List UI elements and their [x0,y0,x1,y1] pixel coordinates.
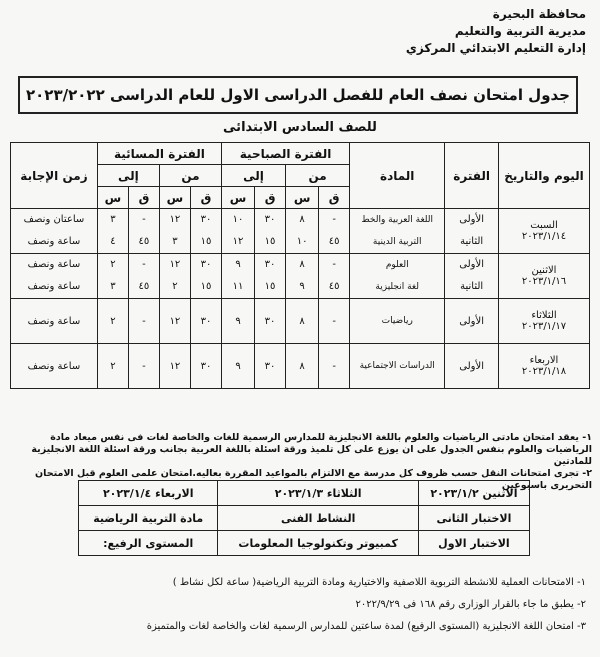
time-cell: ٨ [286,299,319,344]
header-morning: الفترة الصباحية [221,143,349,165]
exam-day-2: الثلاثاء ٢٠٢٣/١/٣ [218,481,418,506]
time-cell: ٣٠ [200,259,212,270]
duration-cell: ساعة ونصف [27,281,81,292]
day-name: الثلاثاء [531,310,557,321]
time-cell: ٢ [97,344,128,389]
time-cell: - [332,259,336,270]
time-cell: ١٥ [200,281,212,292]
duration-cell: ساعة ونصف [27,259,81,270]
time-cell: - [332,214,336,225]
header-s: س [159,187,190,209]
time-cell: - [128,299,159,344]
time-cell: ٢ [97,299,128,344]
activities-exam-table [78,480,530,556]
period-cell: الأولى [459,214,484,225]
footer-note-3: ٣- امتحان اللغة الانجليزية (المستوى الرفيع) لمدة ساعتين للمدارس الرسمية لغات والخاصة لغات والمتميزة [146,621,586,632]
time-cell: ١٥ [200,236,212,247]
grade-subtitle: للصف السادس الابتدائى [223,120,377,135]
time-cell: ١٢ [169,214,181,225]
header-duration: زمن الإجابة [11,143,98,209]
time-cell: - [319,344,350,389]
header-morning-to: إلى [221,165,285,187]
day-date: ٢٠٢٣/١/١٤ [521,231,567,242]
day-date: ٢٠٢٣/١/١٧ [521,321,567,332]
time-cell: ٩ [299,281,305,292]
day-date: ٢٠٢٣/١/١٨ [521,366,567,377]
exam-day-1: الاثنين ٢٠٢٣/١/٢ [418,481,529,506]
header-morning-from: من [286,165,350,187]
header-q: ق [128,187,159,209]
duration-cell: ساعة ونصف [27,236,81,247]
header-q: ق [190,187,221,209]
time-cell: ٤ [110,236,116,247]
subject-cell: الدراسات الاجتماعية [350,344,445,389]
time-cell: ٨ [299,259,305,270]
duration-cell: ساعة ونصف [11,344,98,389]
time-cell: ١٢ [159,344,190,389]
header-period: الفترة [445,143,499,209]
time-cell: ١٢ [232,236,244,247]
header-day-date: اليوم والتاريخ [499,143,590,209]
time-cell: ٨ [299,214,305,225]
time-cell: ٣٠ [255,299,286,344]
day-date: ٢٠٢٣/١/١٦ [521,276,567,287]
time-cell: ٩ [221,344,254,389]
time-cell: ٣٠ [255,344,286,389]
time-cell: - [128,344,159,389]
table-row [11,254,590,299]
period-cell: الثانية [460,236,484,247]
time-cell: ١٢ [159,299,190,344]
governorate-name: محافظة البحيرة [492,7,586,21]
time-cell: ١٠ [232,214,244,225]
header-evening-from: من [159,165,221,187]
subject-cell: رياضيات [350,299,445,344]
time-cell: ٤٥ [328,281,340,292]
administration-name: إدارة التعليم الابتدائي المركزي [405,41,586,55]
time-cell: - [142,259,146,270]
exam-cell: النشاط الفنى [218,506,418,531]
time-cell: ١٠ [296,236,308,247]
time-cell: ٤٥ [138,281,150,292]
time-cell: ٢ [110,259,116,270]
time-cell: ٤٥ [138,236,150,247]
header-s: س [221,187,254,209]
header-s: س [286,187,319,209]
exam-cell: مادة التربية الرياضية [79,506,218,531]
time-cell: ٣٠ [190,299,221,344]
time-cell: - [319,299,350,344]
exam-cell: المستوى الرفيع: [79,531,218,556]
header-s: س [97,187,128,209]
subject-cell: العلوم [385,260,409,270]
time-cell: ٢ [172,281,178,292]
time-cell: ٨ [286,344,319,389]
subject-cell: اللغة العربية والخط [361,215,434,225]
exam-cell: الاختبار الثانى [418,506,529,531]
time-cell: ١١ [232,281,244,292]
time-cell: ١٥ [264,281,276,292]
header-subject: المادة [350,143,445,209]
time-cell: ٣٠ [190,344,221,389]
schedule-title: جدول امتحان نصف العام للفصل الدراسى الاول للعام الدراسى ٢٠٢٣/٢٠٢٢ [18,76,578,114]
time-cell: ٣٠ [264,214,276,225]
table-row [11,344,590,389]
day-name: الاربعاء [529,355,559,366]
header-evening: الفترة المسائية [97,143,221,165]
subject-cell: لغة انجليزية [375,282,419,292]
header-q: ق [255,187,286,209]
time-cell: ١٢ [169,259,181,270]
period-cell: الأولى [445,299,499,344]
note-2: ٢- تجرى امتحانات النقل حسب ظروف كل مدرسة مع الالتزام بالمواعيد المقررة بعاليه.امتحان علمى العلوم قبل الامتحان التحريرى باسبوعين [35,468,592,491]
footer-notes [8,572,586,638]
period-cell: الأولى [445,344,499,389]
day-name: الاثنين [531,265,557,276]
time-cell: ٩ [235,259,241,270]
time-cell: - [142,214,146,225]
period-cell: الأولى [459,259,484,270]
time-cell: ٤٥ [328,236,340,247]
time-cell: ٣٠ [264,259,276,270]
day-name: السبت [530,220,558,231]
footer-note-1: ١- الامتحانات العملية للانشطة التربوية اللاصفية والاختيارية ومادة التربية الرياضية( ساعة لكل نشاط ) [172,577,586,588]
exam-schedule-table [10,142,590,389]
letterhead [406,6,586,57]
exam-day-3: الاربعاء ٢٠٢٣/١/٤ [79,481,218,506]
header-q: ق [319,187,350,209]
exam-cell: الاختبار الاول [418,531,529,556]
subject-cell: التربية الدينية [372,237,422,247]
duration-cell: ساعتان ونصف [23,214,85,225]
duration-cell: ساعة ونصف [11,299,98,344]
header-evening-to: إلى [97,165,159,187]
time-cell: ٩ [221,299,254,344]
time-cell: ٣ [110,281,116,292]
time-cell: ١٥ [264,236,276,247]
time-cell: ٣ [172,236,178,247]
time-cell: ٣٠ [200,214,212,225]
period-cell: الثانية [460,281,484,292]
directorate-name: مديرية التربية والتعليم [454,24,586,38]
table-row [11,299,590,344]
exam-cell: كمبيوتر وتكنولوجيا المعلومات [218,531,418,556]
table-row [11,209,590,254]
note-1: ١- يعقد امتحان مادتى الرياضيات والعلوم باللغة الانجليزية للمدارس الرسمية للغات والخاصة لغات فى نفس ميعاد مادة الرياضيات والعلوم بنفس الجدول على ان يوزع على كل تلميذ ورقة اسئلة باللغة العربية بجانب ورقة اسئلة اللغة الانجليزية للمادتين [31,432,592,467]
footer-note-2: ٢- يطبق ما جاء بالقرار الوزارى رقم ١٦٨ فى ٢٠٢٢/٩/٢٩ [355,599,586,610]
time-cell: ٣ [110,214,116,225]
